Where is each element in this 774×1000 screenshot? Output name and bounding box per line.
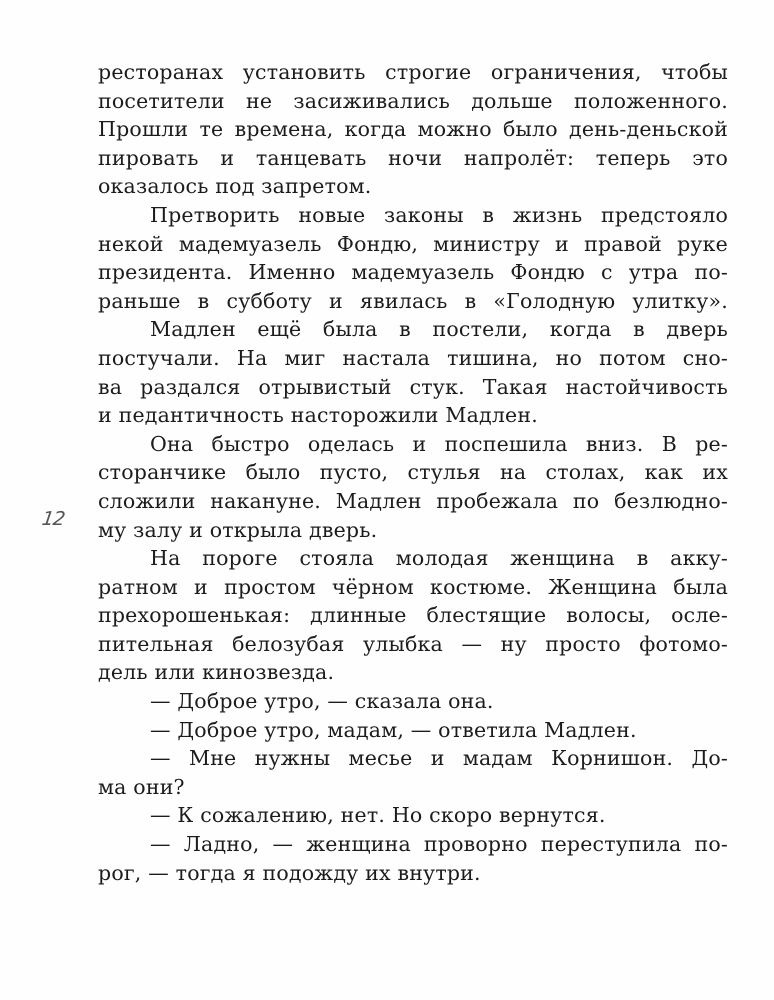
text-line: пительная белозубая улыбка — ну просто фотомо- (98, 631, 728, 656)
text-line: ва раздался отрывистый стук. Такая настойчивость (98, 374, 728, 399)
text-line: посетители не засиживались дольше положенного. (98, 88, 728, 113)
text-line: ма они? (98, 774, 185, 799)
dialogue-line (98, 687, 728, 716)
text-line: — Ладно, — женщина проворно переступила по- (150, 832, 728, 857)
text-line: На пороге стояла молодая женщина в акку- (150, 546, 728, 571)
text-line: Мадлен ещё была в постели, когда в дверь (150, 317, 728, 342)
text-line: постучали. На миг настала тишина, но потом сно- (98, 345, 728, 370)
paragraph (98, 315, 728, 429)
text-line: некой мадемуазель Фондю, министру и правой руке (98, 231, 728, 256)
dialogue-line (98, 801, 728, 830)
dialogue-line (98, 716, 728, 745)
text-line: — Доброе утро, — сказала она. (150, 689, 494, 714)
dialogue-line (98, 830, 728, 887)
text-line: Претворить новые законы в жизнь предстояло (150, 202, 728, 227)
text-line: пировать и танцевать ночи напролёт: теперь это (98, 145, 728, 170)
text-line: оказалось под запретом. (98, 174, 372, 199)
text-line: прехорошенькая: длинные блестящие волосы, осле- (98, 603, 728, 628)
text-line: — Мне нужны месье и мадам Корнишон. До- (150, 746, 728, 771)
text-line: рог, — тогда я подожду их внутри. (98, 860, 481, 885)
text-line: му залу и открыла дверь. (98, 517, 378, 542)
text-line: — Доброе утро, мадам, — ответила Мадлен. (150, 717, 637, 742)
text-line: Прошли те времена, когда можно было день-деньской (98, 117, 728, 142)
page-number: 12 (40, 508, 66, 530)
text-line: сторанчике было пусто, стулья на столах, как их (98, 460, 728, 485)
text-line: раньше в субботу и явилась в «Голодную улитку». (98, 288, 728, 313)
text-column (98, 58, 728, 887)
paragraph (98, 201, 728, 315)
dialogue-line (98, 744, 728, 801)
text-line: Она быстро оделась и поспешила вниз. В ре- (150, 431, 728, 456)
text-line: ресторанах установить строгие ограничения, чтобы (98, 60, 728, 84)
text-line: — К сожалению, нет. Но скоро вернутся. (150, 803, 606, 828)
paragraph (98, 430, 728, 544)
text-line: президента. Именно мадемуазель Фондю с утра по- (98, 260, 728, 285)
paragraph (98, 544, 728, 687)
text-line: и педантичность насторожили Мадлен. (98, 403, 538, 428)
text-line: ратном и простом чёрном костюме. Женщина была (98, 574, 728, 599)
text-line: сложили накануне. Мадлен пробежала по безлюдно- (98, 488, 728, 513)
paragraph (98, 58, 728, 201)
text-line: дель или кинозвезда. (98, 660, 335, 685)
